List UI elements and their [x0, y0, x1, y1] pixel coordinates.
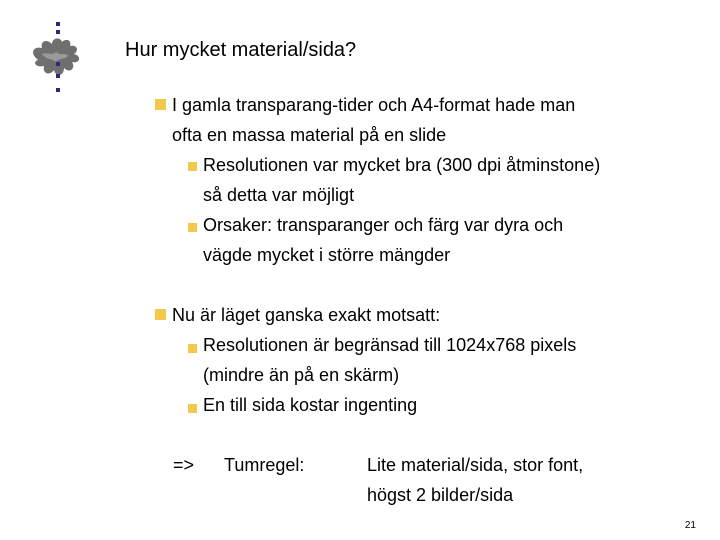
sub-bullet-text: En till sida kostar ingenting: [203, 395, 418, 415]
bullet-text: ofta en massa material på en slide: [172, 125, 447, 145]
page-number: 21: [684, 520, 696, 531]
bullet-icon: [155, 307, 166, 318]
sub-bullet-text: (mindre än på en skärm): [203, 365, 400, 385]
helsinki-university-flame-logo-icon: [22, 22, 88, 98]
bullet-text: Nu är läget ganska exakt motsatt:: [172, 305, 441, 325]
rule-text: Lite material/sida, stor font,: [367, 455, 584, 475]
sub-bullet-icon: [188, 158, 197, 167]
arrow-text: =>: [173, 455, 195, 475]
bullet-icon: [155, 97, 166, 108]
sub-bullet-text: Resolutionen är begränsad till 1024x768 pixels: [203, 335, 577, 355]
sub-bullet-icon: [188, 340, 197, 349]
sub-bullet-text: vägde mycket i större mängder: [203, 245, 451, 265]
sub-bullet-icon: [188, 219, 197, 228]
rule-text: högst 2 bilder/sida: [367, 485, 514, 505]
rule-label: Tumregel:: [224, 455, 305, 475]
sub-bullet-text: Resolutionen var mycket bra (300 dpi åtminstone): [203, 155, 601, 175]
sub-bullet-text: Orsaker: transparanger och färg var dyra och: [203, 215, 564, 235]
sub-bullet-icon: [188, 400, 197, 409]
sub-bullet-text: så detta var möjligt: [203, 185, 355, 205]
slide-title: Hur mycket material/sida?: [125, 39, 357, 61]
bullet-text: I gamla transparang-tider och A4-format hade man: [172, 95, 576, 115]
